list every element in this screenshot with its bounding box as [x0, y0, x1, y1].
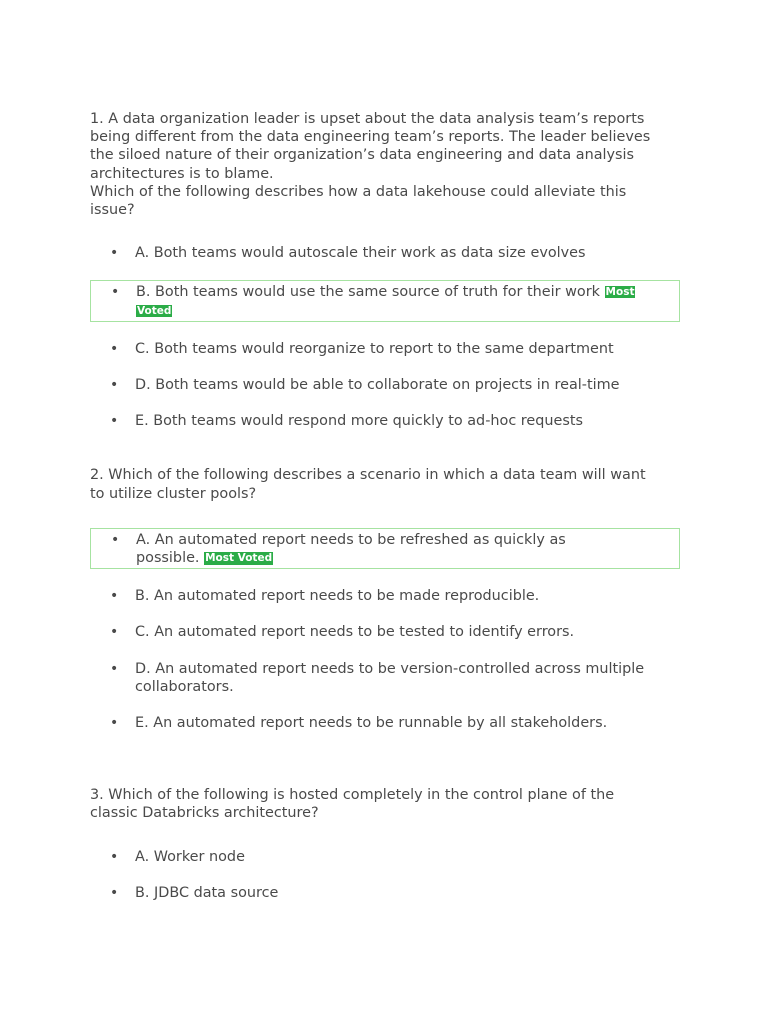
option-text: E. An automated report needs to be runnable by all stakeholders.	[135, 715, 608, 732]
option-text: B. JDBC data source	[135, 884, 279, 901]
option-2d[interactable]	[90, 660, 680, 696]
question-text-line: 2. Which of the following describes a scenario in which a data team will want	[90, 467, 646, 484]
question-3-options	[90, 848, 680, 902]
option-1c[interactable]	[90, 340, 680, 358]
bullet-icon: •	[110, 245, 119, 262]
question-text-line: the siloed nature of their organization’s data engineering and data analysis	[90, 147, 635, 164]
bullet-icon: •	[110, 340, 119, 357]
option-1e[interactable]	[90, 412, 680, 430]
question-text-line: issue?	[90, 202, 135, 219]
option-text-continued: possible.	[136, 550, 200, 567]
option-3a[interactable]	[90, 848, 680, 866]
question-1-options	[90, 244, 680, 430]
question-text-line: architectures is to blame.	[90, 165, 274, 182]
question-3	[90, 786, 680, 902]
option-text: E. Both teams would respond more quickly to ad-hoc requests	[135, 413, 583, 430]
bullet-icon: •	[110, 884, 119, 901]
question-2-options	[90, 528, 680, 732]
question-text-line: being different from the data engineering team’s reports. The leader believes	[90, 129, 651, 146]
exam-document	[90, 110, 680, 902]
most-voted-badge: Most Voted	[137, 286, 635, 317]
question-text-line: classic Databricks architecture?	[90, 805, 319, 822]
option-text: D. An automated report needs to be version-controlled across multiple	[135, 660, 645, 677]
bullet-icon: •	[110, 715, 119, 732]
option-text: B. An automated report needs to be made reproducible.	[135, 588, 540, 605]
bullet-icon: •	[110, 660, 119, 677]
option-text: C. An automated report needs to be tested to identify errors.	[135, 624, 575, 641]
question-text-line: to utilize cluster pools?	[90, 485, 257, 502]
bullet-icon: •	[110, 624, 119, 641]
most-voted-badge: Most Voted	[205, 552, 273, 565]
bullet-icon: •	[111, 284, 120, 301]
option-text: A. Both teams would autoscale their work as data size evolves	[135, 245, 586, 262]
bullet-icon: •	[110, 588, 119, 605]
option-2b[interactable]	[90, 587, 680, 605]
question-3-text	[90, 786, 680, 822]
bullet-icon: •	[110, 848, 119, 865]
option-2c[interactable]	[90, 623, 680, 641]
bullet-icon: •	[110, 413, 119, 430]
option-2e[interactable]	[90, 714, 680, 732]
question-text-line: 1. A data organization leader is upset about the data analysis team’s reports	[90, 111, 645, 127]
option-text: C. Both teams would reorganize to report to the same department	[135, 340, 614, 357]
question-2-text	[90, 466, 680, 502]
bullet-icon: •	[110, 377, 119, 394]
option-3b[interactable]	[90, 884, 680, 902]
option-text: A. Worker node	[135, 848, 245, 865]
bullet-icon: •	[111, 531, 120, 548]
option-text: D. Both teams would be able to collaborate on projects in real-time	[135, 377, 620, 394]
question-1-text	[90, 110, 680, 219]
option-1a[interactable]	[90, 244, 680, 262]
option-text: A. An automated report needs to be refreshed as quickly as	[136, 531, 566, 548]
option-1b[interactable]	[90, 280, 680, 321]
option-2a[interactable]	[90, 528, 680, 569]
question-text-line: Which of the following describes how a data lakehouse could alleviate this	[90, 183, 627, 200]
option-text-continued: collaborators.	[135, 678, 234, 695]
option-1d[interactable]	[90, 376, 680, 394]
option-text: B. Both teams would use the same source of truth for their work	[136, 284, 600, 301]
question-2	[90, 466, 680, 732]
question-text-line: 3. Which of the following is hosted completely in the control plane of the	[90, 787, 615, 804]
question-1	[90, 110, 680, 430]
